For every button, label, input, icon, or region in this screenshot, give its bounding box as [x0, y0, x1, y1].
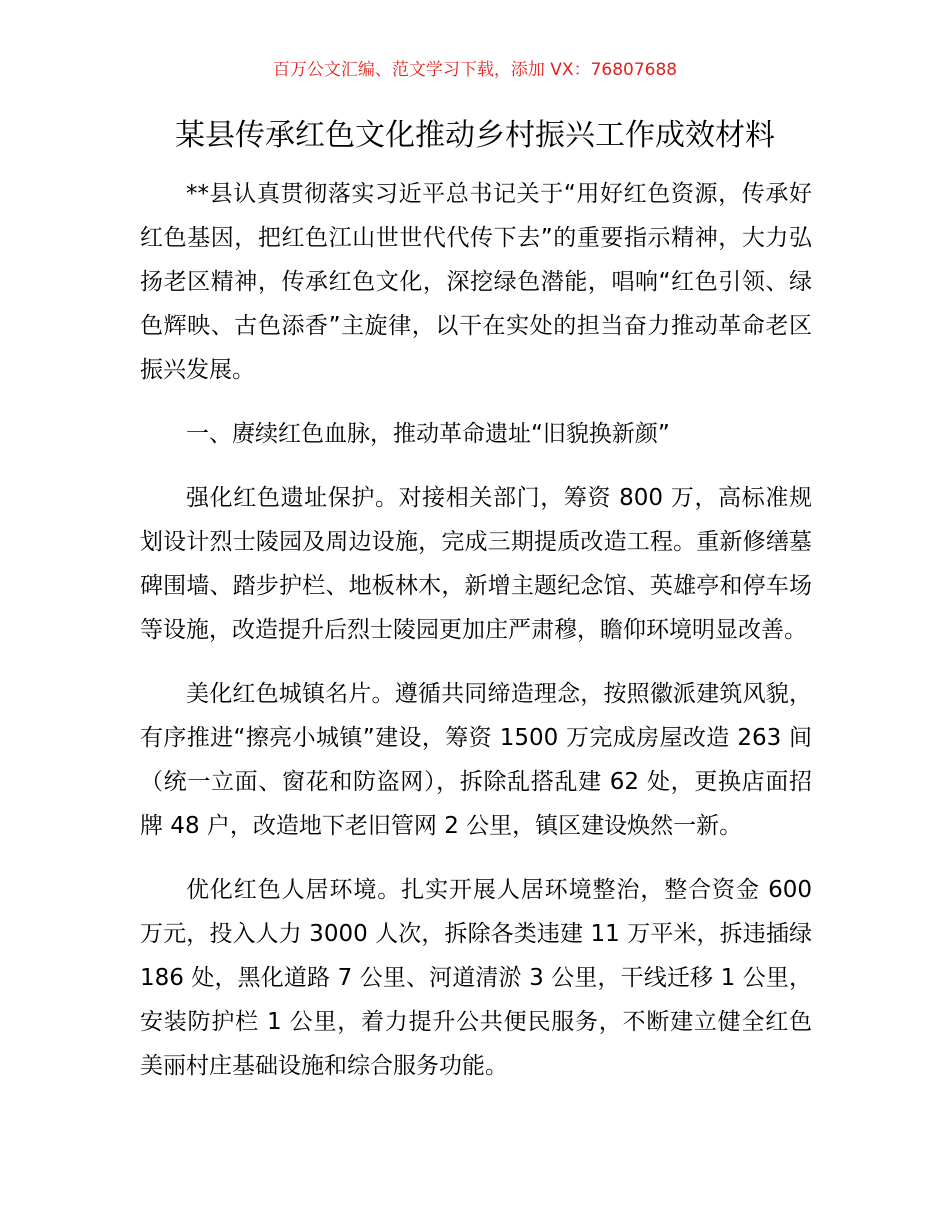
document-title: 某县传承红色文化推动乡村振兴工作成效材料 — [175, 118, 775, 153]
intro-paragraph: **县认真贯彻落实习近平总书记关于“用好红色资源，传承好红色基因，把红色江山世世代代传下去”的重要指示精神，大力弘扬老区精神，传承红色文化，深挖绿色潜能，唱响“红色引领、绿色辉映、古色添香”主旋律，以干在实处的担当奋力推动革命老区振兴发展。 — [140, 181, 812, 383]
body-paragraph: 美化红色城镇名片。遵循共同缔造理念，按照徽派建筑风貌，有序推进“擦亮小城镇”建设，筹资 1500 万完成房屋改造 263 间（统一立面、窗花和防盗网），拆除乱搭乱建 62 处，更换店面招牌 48 户，改造地下老旧管网 2 公里，镇区建设焕然一新。 — [140, 681, 812, 839]
body-paragraph: 强化红色遗址保护。对接相关部门，筹资 800 万，高标准规划设计烈士陵园及周边设施，完成三期提质改造工程。重新修缮墓碑围墙、踏步护栏、地板林木，新增主题纪念馆、英雄亭和停车场等设施，改造提升后烈士陵园更加庄严肃穆，瞻仰环境明显改善。 — [140, 485, 812, 643]
section-heading: 一、赓续红色血脉，推动革命遗址“旧貌换新颜” — [186, 421, 670, 447]
document-body — [140, 172, 812, 1108]
watermark-header: 百万公文汇编、范文学习下载，添加 VX：76807688 — [272, 60, 678, 80]
body-paragraph: 优化红色人居环境。扎实开展人居环境整治，整合资金 600 万元，投入人力 3000 人次，拆除各类违建 11 万平米，拆违插绿 186 处，黑化道路 7 公里、河道清淤 3 公里，干线迁移 1 公里，安装防护栏 1 公里，着力提升公共便民服务，不断建立健全红色美丽村庄基础设施和综合服务功能。 — [140, 877, 812, 1079]
